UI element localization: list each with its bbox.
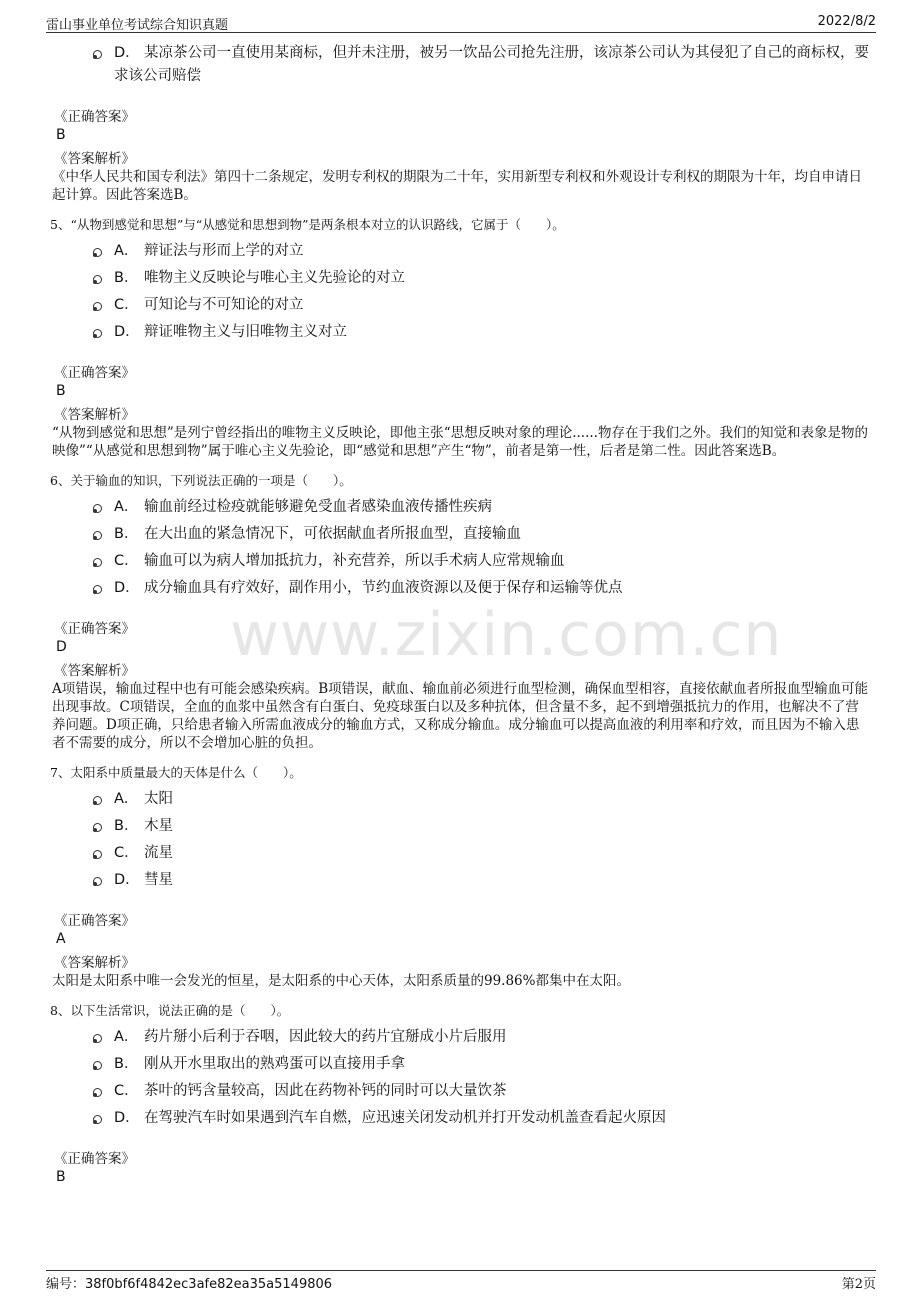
answer-value: B bbox=[56, 383, 66, 399]
option-c[interactable]: C． 输血可以为病人增加抵抗力，补充营养，所以手术病人应常规输血 bbox=[88, 550, 870, 573]
question-8-text: 8、以下生活常识，说法正确的是（ ）。 bbox=[50, 1003, 290, 1018]
radio-icon[interactable] bbox=[93, 585, 102, 594]
option-a[interactable]: A． 辩证法与形而上学的对立 bbox=[88, 240, 870, 263]
explanation-label: 《答案解析》 bbox=[54, 407, 135, 423]
radio-icon[interactable] bbox=[93, 850, 102, 859]
option-d[interactable]: D． 成分输血具有疗效好，副作用小，节约血液资源以及便于保存和运输等优点 bbox=[88, 577, 870, 600]
answer-label: 《正确答案》 bbox=[54, 621, 135, 637]
page-number: 第2页 bbox=[841, 1277, 876, 1292]
radio-icon[interactable] bbox=[93, 302, 102, 311]
page-footer bbox=[46, 1270, 876, 1291]
radio-icon[interactable] bbox=[93, 823, 102, 832]
option-b[interactable]: B． 木星 bbox=[88, 815, 870, 838]
option-d[interactable]: D． 某凉茶公司一直使用某商标，但并未注册，被另一饮品公司抢先注册，该凉茶公司认为其侵犯了自己的商标权，要求该公司赔偿 bbox=[88, 42, 870, 88]
option-a[interactable]: A． 输血前经过检疫就能够避免受血者感染血液传播性疾病 bbox=[88, 496, 870, 519]
explanation-text: “从物到感觉和思想”是列宁曾经指出的唯物主义反映论，即他主张“思想反映对象的理论......物存在于我们之外。我们的知觉和表象是物的映像”“从感觉和思想到物”属于唯心主义先验论，即“感觉和思想”产生“物”，前者是第一性，后者是第二性。因此答案选B。 bbox=[52, 425, 868, 459]
radio-icon[interactable] bbox=[93, 1088, 102, 1097]
answer-label: 《正确答案》 bbox=[54, 1151, 135, 1167]
radio-icon[interactable] bbox=[93, 248, 102, 257]
radio-icon[interactable] bbox=[93, 531, 102, 540]
document-code: 编号：38f0bf6f4842ec3afe82ea35a5149806 bbox=[46, 1277, 333, 1292]
radio-icon[interactable] bbox=[93, 1034, 102, 1043]
document-body bbox=[50, 42, 870, 1186]
explanation-label: 《答案解析》 bbox=[54, 151, 135, 167]
question-4-options bbox=[88, 42, 870, 88]
explanation-label: 《答案解析》 bbox=[54, 955, 135, 971]
document-date: 2022/8/2 bbox=[817, 14, 876, 29]
option-c[interactable]: C． 茶叶的钙含量较高，因此在药物补钙的同时可以大量饮茶 bbox=[88, 1080, 870, 1103]
answer-value: B bbox=[56, 127, 66, 143]
document-title: 雷山事业单位考试综合知识真题 bbox=[46, 18, 229, 33]
question-7-text: 7、太阳系中质量最大的天体是什么（ ）。 bbox=[50, 765, 302, 780]
question-7-options bbox=[88, 788, 870, 892]
explanation-text: 《中华人民共和国专利法》第四十二条规定，发明专利权的期限为二十年，实用新型专利权和外观设计专利权的期限为十年，均自申请日起计算。因此答案选B。 bbox=[52, 169, 862, 203]
question-6-options bbox=[88, 496, 870, 600]
option-a[interactable]: A． 太阳 bbox=[88, 788, 870, 811]
radio-icon[interactable] bbox=[93, 504, 102, 513]
explanation-text: 太阳是太阳系中唯一会发光的恒星，是太阳系的中心天体，太阳系质量的99.86%都集中在太阳。 bbox=[52, 973, 630, 989]
answer-label: 《正确答案》 bbox=[54, 109, 135, 125]
question-6-text: 6、关于输血的知识，下列说法正确的一项是（ ）。 bbox=[50, 473, 352, 488]
question-5-text: 5、“从物到感觉和思想”与“从感觉和思想到物”是两条根本对立的认识路线，它属于（ ）。 bbox=[50, 217, 565, 232]
answer-label: 《正确答案》 bbox=[54, 913, 135, 929]
watermark-text: www.zixin.com.cn bbox=[230, 600, 783, 670]
question-8-options bbox=[88, 1026, 870, 1130]
option-c[interactable]: C． 可知论与不可知论的对立 bbox=[88, 294, 870, 317]
option-d[interactable]: D． 在驾驶汽车时如果遇到汽车自燃，应迅速关闭发动机并打开发动机盖查看起火原因 bbox=[88, 1107, 870, 1130]
option-b[interactable]: B． 唯物主义反映论与唯心主义先验论的对立 bbox=[88, 267, 870, 290]
radio-icon[interactable] bbox=[93, 877, 102, 886]
radio-icon[interactable] bbox=[93, 275, 102, 284]
radio-icon[interactable] bbox=[93, 558, 102, 567]
option-b[interactable]: B． 刚从开水里取出的熟鸡蛋可以直接用手拿 bbox=[88, 1053, 870, 1076]
radio-icon[interactable] bbox=[93, 50, 102, 59]
radio-icon[interactable] bbox=[93, 329, 102, 338]
answer-value: B bbox=[56, 1169, 66, 1185]
option-a[interactable]: A． 药片掰小后利于吞咽，因此较大的药片宜掰成小片后服用 bbox=[88, 1026, 870, 1049]
option-b[interactable]: B． 在大出血的紧急情况下，可依据献血者所报血型，直接输血 bbox=[88, 523, 870, 546]
explanation-text: A项错误，输血过程中也有可能会感染疾病。B项错误，献血、输血前必须进行血型检测，确保血型相容，直接依献血者所报血型输血可能出现事故。C项错误，全血的血浆中虽然含有白蛋白、免疫球蛋白以及多种抗体，但含量不多，起不到增强抵抗力的作用，也解决不了营养问题。D项正确，只给患者输入所需血液成分的输血方式，又称成分输血。成分输血可以提高血液的利用率和疗效，而且因为不输入患者不需要的成分，所以不会增加心脏的负担。 bbox=[52, 681, 869, 751]
radio-icon[interactable] bbox=[93, 1061, 102, 1070]
radio-icon[interactable] bbox=[93, 1115, 102, 1124]
answer-label: 《正确答案》 bbox=[54, 365, 135, 381]
question-5-options bbox=[88, 240, 870, 344]
radio-icon[interactable] bbox=[93, 796, 102, 805]
option-d[interactable]: D． 辩证唯物主义与旧唯物主义对立 bbox=[88, 321, 870, 344]
option-c[interactable]: C． 流星 bbox=[88, 842, 870, 865]
answer-value: D bbox=[56, 639, 67, 655]
page-header bbox=[46, 12, 876, 33]
explanation-label: 《答案解析》 bbox=[54, 663, 135, 679]
answer-value: A bbox=[56, 931, 66, 947]
option-d[interactable]: D． 彗星 bbox=[88, 869, 870, 892]
